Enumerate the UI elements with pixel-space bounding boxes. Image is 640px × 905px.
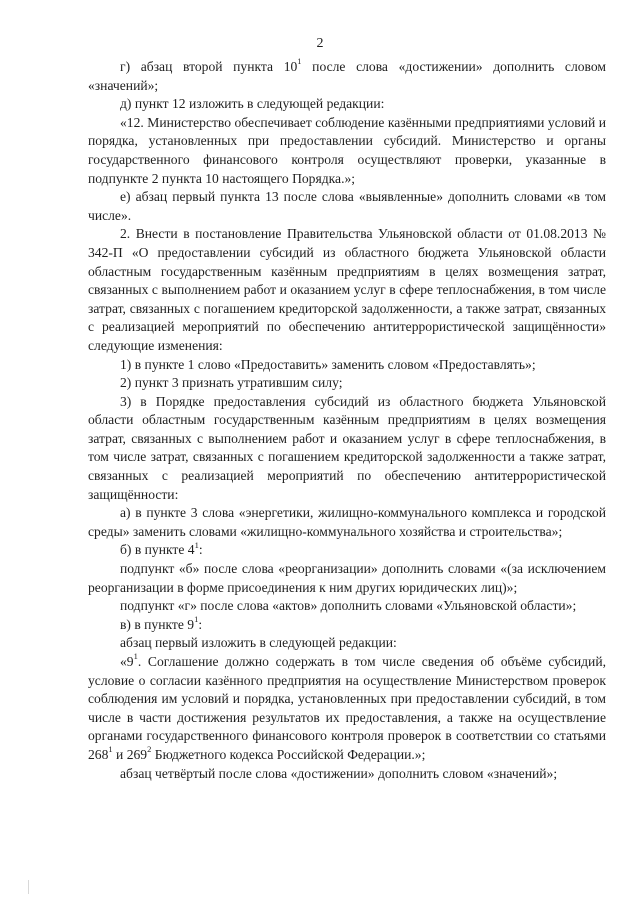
document-body (88, 58, 606, 783)
paragraph (88, 653, 606, 765)
superscript: 1 (194, 539, 199, 550)
paragraph (88, 356, 606, 375)
text-run: «12. Министерство обеспечивает соблюдение казёнными предприятиями условий и порядка, установленных при предоставлении субсидий. Министерство и органы государственного финансового контроля осуществляют проверки, указанные в подпункте 2 пункта 10 настоящего Порядка.»; (88, 114, 606, 186)
paragraph (88, 58, 606, 95)
paragraph (88, 634, 606, 653)
text-run: 1) в пункте 1 слово «Предоставить» заменить словом «Предоставлять»; (120, 356, 536, 372)
paragraph (88, 374, 606, 393)
text-run: : (198, 542, 203, 558)
text-run: б) в пункте 4 (120, 542, 195, 558)
text-run: Бюджетного кодекса Российской Федерации.»; (151, 746, 426, 762)
paragraph (88, 597, 606, 616)
paragraph (88, 616, 606, 635)
paragraph (88, 560, 606, 597)
text-run: д) пункт 12 изложить в следующей редакции: (120, 96, 385, 112)
text-run: подпункт «б» после слова «реорганизации» дополнить словами «(за исключением реорганизации в форме присоединения к ним других юридических лиц)»; (88, 561, 606, 595)
text-run: е) абзац первый пункта 13 после слова «выявленные» дополнить словами «в том числе». (88, 189, 606, 223)
text-run: : (198, 616, 203, 632)
text-run: в) в пункте 9 (120, 616, 195, 632)
text-run: и 269 (112, 746, 148, 762)
paragraph (88, 504, 606, 541)
paragraph (88, 541, 606, 560)
paragraph (88, 765, 606, 784)
text-run: абзац первый изложить в следующей редакции: (120, 635, 397, 651)
text-run: после слова «достижении» дополнить словом «значений»; (88, 59, 607, 93)
margin-mark (28, 880, 29, 894)
paragraph (88, 95, 606, 114)
superscript: 1 (297, 56, 302, 67)
text-run: подпункт «г» после слова «актов» дополнить словами «Ульяновской области»; (120, 598, 577, 614)
text-run: г) абзац второй пункта 10 (120, 59, 298, 74)
paragraph (88, 188, 606, 225)
text-run: . Соглашение должно содержать в том числе сведения об объёме субсидий, условие о согласии казённого предприятия на осуществление Министерством проверок соблюдения им условий и порядка, установленных при предоставлении субсидий, в том числе в части достижения результатов их предоставления, а также на осуществление органами государственного финансового контроля проверок в соответствии со статьями 268 (88, 654, 606, 762)
superscript: 1 (108, 744, 113, 755)
text-run: 2. Внести в постановление Правительства Ульяновской области от 01.08.2013 № 342-П «О предоставлении субсидий из областного бюджета Ульяновской области областным государственным казённым предприятиям в целях возмещения затрат, связанных с выполнением работ и оказанием услуг в сфере теплоснабжения, в том числе затрат, связанных с погашением кредиторской задолженности, а также затрат, связанных с реализацией мероприятий по обеспечению антитеррористической защищённости» следующие изменения: (88, 226, 606, 353)
superscript: 1 (194, 614, 199, 625)
paragraph (88, 393, 606, 505)
text-run: «9 (120, 654, 134, 669)
paragraph (88, 225, 606, 355)
page-number: 2 (316, 36, 324, 51)
text-run: 2) пункт 3 признать утратившим силу; (120, 375, 343, 391)
text-run: абзац четвёртый после слова «достижении» дополнить словом «значений»; (120, 765, 558, 781)
paragraph (88, 114, 606, 188)
superscript: 1 (133, 651, 138, 662)
superscript: 2 (147, 744, 152, 755)
text-run: а) в пункте 3 слова «энергетики, жилищно-коммунального комплекса и городской среды» заменить словами «жилищно-коммунального хозяйства и строительства»; (88, 505, 606, 539)
text-run: 3) в Порядке предоставления субсидий из областного бюджета Ульяновской области областным государственным казённым предприятиям в целях возмещения затрат, связанных с выполнением работ и оказанием услуг в сфере теплоснабжения, в том числе затрат, связанных с погашением кредиторской задолженности а также затрат, связанных с реализацией мероприятий по обеспечению антитеррористической защищённости: (88, 393, 606, 502)
